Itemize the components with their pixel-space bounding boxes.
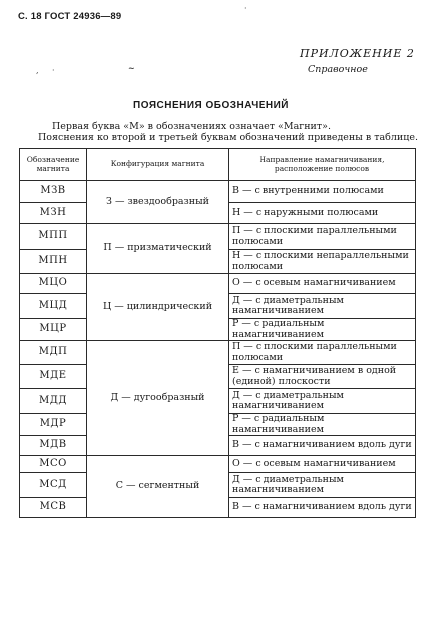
code-cell: МСВ (20, 498, 87, 518)
direction-cell: П — с плоскими параллельными полюсами (229, 341, 416, 365)
config-cell: Ц — цилиндрический (87, 274, 229, 341)
table-row (20, 456, 416, 473)
code-cell: МПП (20, 224, 87, 250)
config-cell: С — сегментный (87, 456, 229, 518)
table-row (20, 181, 416, 203)
direction-cell: Н — с плоскими непараллельными полюсами (229, 250, 416, 274)
header-code: Обозначение магнита (20, 149, 87, 181)
table-row (20, 224, 416, 250)
direction-cell: Н — с наружными полюсами (229, 203, 416, 224)
direction-cell: О — с осевым намагничиванием (229, 456, 416, 473)
intro-line-1: Первая буква «М» в обозначениях означает «Магнит». (52, 121, 331, 132)
code-cell: МЦР (20, 319, 87, 341)
designation-table (19, 148, 416, 518)
code-cell: МДР (20, 414, 87, 436)
config-cell: Д — дугообразный (87, 341, 229, 456)
direction-cell: В — с внутренними полюсами (229, 181, 416, 203)
code-cell: МДД (20, 389, 87, 414)
direction-cell: Е — с намагничиванием в одной (единой) плоскости (229, 365, 416, 389)
code-cell: МЗН (20, 203, 87, 224)
direction-cell: Р — с радиальным намагничиванием (229, 414, 416, 436)
table-row (20, 341, 416, 365)
code-cell: МСО (20, 456, 87, 473)
section-title: ПОЯСНЕНИЯ ОБОЗНАЧЕНИЙ (133, 100, 289, 111)
scan-mark: ~ (128, 63, 135, 73)
header-config: Конфигурация магнита (87, 149, 229, 181)
scan-mark: · (52, 66, 55, 75)
direction-cell: Р — с радиальным намагничиванием (229, 319, 416, 341)
code-cell: МЗВ (20, 181, 87, 203)
direction-cell: О — с осевым намагничиванием (229, 274, 416, 294)
header-direction: Направление намагничивания, расположение полюсов (229, 149, 416, 181)
page-header: С. 18 ГОСТ 24936—89 (18, 11, 122, 22)
code-cell: МДЕ (20, 365, 87, 389)
config-cell: З — звездообразный (87, 181, 229, 224)
appendix-label: ПРИЛОЖЕНИЕ 2 (300, 47, 415, 60)
intro-line-2: Пояснения ко второй и третьей буквам обозначений приведены в таблице. (38, 132, 418, 143)
table-header-row (20, 149, 416, 181)
reference-label: Справочное (308, 64, 368, 75)
direction-cell: Д — с диаметральным намагничиванием (229, 389, 416, 414)
scan-mark: · (244, 4, 247, 13)
direction-cell: В — с намагничиванием вдоль дуги (229, 436, 416, 456)
code-cell: МДП (20, 341, 87, 365)
direction-cell: Д — с диаметральным намагничиванием (229, 294, 416, 319)
code-cell: МЦД (20, 294, 87, 319)
code-cell: МСД (20, 473, 87, 498)
code-cell: МДВ (20, 436, 87, 456)
direction-cell: П — с плоскими параллельными полюсами (229, 224, 416, 250)
config-cell: П — призматический (87, 224, 229, 274)
direction-cell: Д — с диаметральным намагничиванием (229, 473, 416, 498)
code-cell: МПН (20, 250, 87, 274)
table-row (20, 274, 416, 294)
direction-cell: В — с намагничиванием вдоль дуги (229, 498, 416, 518)
code-cell: МЦО (20, 274, 87, 294)
scan-mark: , (36, 66, 39, 75)
